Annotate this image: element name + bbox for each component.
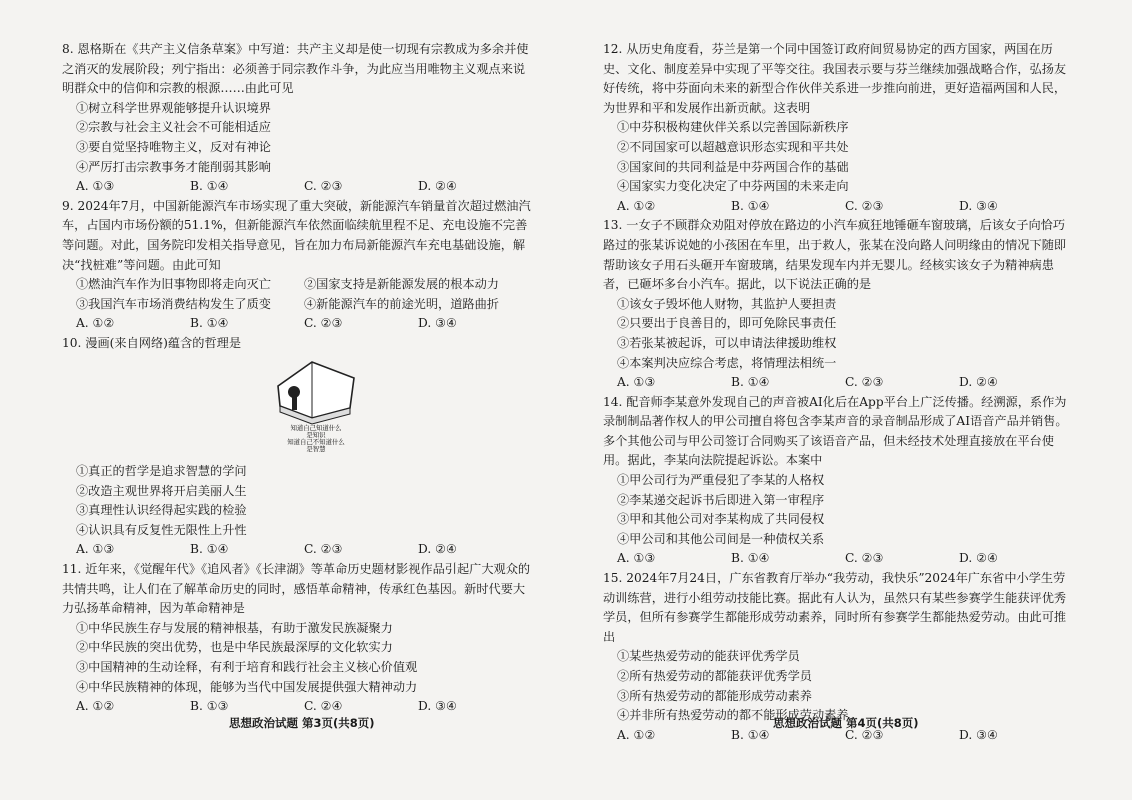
answer-choices bbox=[603, 549, 1073, 569]
choice-b: B. ①④ bbox=[731, 727, 770, 742]
option: ①中华民族生存与发展的精神根基，有助于激发民族凝聚力 bbox=[76, 620, 393, 635]
option: ③国家间的共同利益是中芬两国合作的基础 bbox=[617, 159, 849, 174]
question-stem: 8. 恩格斯在《共产主义信条草案》中写道：共产主义却是使一切现有宗教成为多余并使之消灭的发展阶段；列宁指出：必须善于同宗教作斗争，为此应当用唯物主义观点来说明群众中的信仰和宗教的根源……由此可见 bbox=[62, 42, 529, 96]
option: ②中华民族的突出优势，也是中华民族最深厚的文化软实力 bbox=[76, 640, 393, 655]
cartoon-caption: 是智慧 bbox=[306, 444, 326, 452]
option: ①真正的哲学是追求智慧的学问 bbox=[76, 464, 247, 479]
option: ④甲公司和其他公司间是一种债权关系 bbox=[617, 531, 825, 546]
option: ④国家实力变化决定了中芬两国的未来走向 bbox=[617, 179, 849, 194]
left-page bbox=[62, 40, 532, 717]
option: ①甲公司行为严重侵犯了李某的人格权 bbox=[617, 473, 825, 488]
option: ④严厉打击宗教事务才能削弱其影响 bbox=[76, 159, 271, 174]
choice-c: C. ②③ bbox=[304, 316, 343, 331]
cartoon-caption: 知道自己不知道什么 bbox=[287, 437, 345, 446]
question-13 bbox=[603, 216, 1073, 392]
choice-d: D. ③④ bbox=[959, 198, 998, 213]
answer-choices bbox=[603, 197, 1073, 217]
question-12 bbox=[603, 40, 1073, 216]
option: ②不同国家可以超越意识形态实现和平共处 bbox=[617, 139, 849, 154]
choice-b: B. ①④ bbox=[190, 542, 229, 557]
choice-a: A. ①② bbox=[617, 198, 656, 213]
option: ③我国汽车市场消费结构发生了质变 bbox=[76, 296, 271, 311]
answer-choices bbox=[62, 540, 532, 560]
choice-a: A. ①② bbox=[76, 699, 115, 714]
choice-c: C. ②③ bbox=[845, 375, 884, 390]
option: ③要自觉坚持唯物主义，反对有神论 bbox=[76, 139, 271, 154]
question-stem: 12. 从历史角度看，芬兰是第一个同中国签订政府间贸易协定的西方国家，两国在历史、文化、制度差异中实现了平等交往。我国表示要与芬兰继续加强战略合作，弘扬友好传统，将中芬面向未来的新型合作伙伴关系进一步推向前进，更好造福两国和人民，为世界和平和发展作出新贡献。这表明 bbox=[603, 42, 1067, 115]
choice-d: D. ③④ bbox=[418, 699, 457, 714]
choice-d: D. ③④ bbox=[959, 727, 998, 742]
question-14 bbox=[603, 393, 1073, 569]
choice-b: B. ①④ bbox=[731, 375, 770, 390]
choice-c: C. ②③ bbox=[845, 727, 884, 742]
choice-d: D. ②④ bbox=[418, 542, 457, 557]
question-11 bbox=[62, 560, 532, 717]
question-9 bbox=[62, 197, 532, 334]
option: ④并非所有热爱劳动的都不能形成劳动素养 bbox=[617, 708, 849, 723]
choice-a: A. ①③ bbox=[617, 375, 656, 390]
choice-b: B. ①④ bbox=[731, 198, 770, 213]
choice-d: D. ②④ bbox=[959, 375, 998, 390]
right-page bbox=[603, 40, 1073, 745]
choice-a: A. ①③ bbox=[76, 542, 115, 557]
answer-choices bbox=[62, 177, 532, 197]
choice-c: C. ②③ bbox=[845, 551, 884, 566]
option: ①中芬积极构建伙伴关系以完善国际新秩序 bbox=[617, 120, 849, 135]
choice-d: D. ②④ bbox=[418, 179, 457, 194]
choice-d: D. ③④ bbox=[418, 316, 457, 331]
choice-c: C. ②③ bbox=[304, 542, 343, 557]
choice-c: C. ②③ bbox=[845, 198, 884, 213]
choice-b: B. ①④ bbox=[731, 551, 770, 566]
option: ④新能源汽车的前途光明，道路曲折 bbox=[304, 296, 499, 311]
option: ②国家支持是新能源发展的根本动力 bbox=[304, 277, 499, 292]
option: ②改造主观世界将开启美丽人生 bbox=[76, 483, 247, 498]
option: ②李某递交起诉书后即进入第一审程序 bbox=[617, 492, 825, 507]
choice-a: A. ①② bbox=[76, 316, 115, 331]
question-stem: 11. 近年来，《觉醒年代》《追风者》《长津湖》等革命历史题材影视作品引起广大观众的共情共鸣，让人们在了解革命历史的同时，感悟革命精神，传承红色基因。新时代要大力弘扬革命精神，因为革命精神是 bbox=[62, 562, 531, 616]
question-stem: 10. 漫画(来自网络)蕴含的哲理是 bbox=[62, 335, 242, 350]
option: ①燃油汽车作为旧事物即将走向灭亡 bbox=[76, 277, 271, 292]
question-stem: 9. 2024年7月，中国新能源汽车市场实现了重大突破，新能源汽车销量首次超过燃油汽车，占国内市场份额的51.1%，但新能源汽车依然面临续航里程不足、充电设施不完善等问题。对此，国务院印发相关指导意见，旨在加力布局新能源汽车充电基础设施，解决“找桩难”等问题。由此可知 bbox=[62, 198, 531, 272]
choice-b: B. ①③ bbox=[190, 699, 229, 714]
option: ④中华民族精神的体现，能够为当代中国发展提供强大精神动力 bbox=[76, 679, 418, 694]
question-stem: 14. 配音师李某意外发现自己的声音被AI化后在App平台上广泛传播。经溯源，系作为录制制品著作权人的甲公司擅自将包含李某声音的录音制品形成了AI语音产品并销售。多个其他公司与甲公司签订合同购买了该语音产品，但未经技术处理直接放在平台使用。据此，李某向法院提起诉讼。本案中 bbox=[603, 394, 1068, 468]
option: ③若张某被起诉，可以申请法律援助维权 bbox=[617, 335, 837, 350]
choice-a: A. ①② bbox=[617, 727, 656, 742]
cartoon-caption: 是知识 bbox=[306, 430, 326, 439]
choice-b: B. ①④ bbox=[190, 179, 229, 194]
question-8 bbox=[62, 40, 532, 197]
choice-a: A. ①③ bbox=[617, 551, 656, 566]
answer-choices bbox=[62, 697, 532, 717]
answer-choices bbox=[62, 314, 532, 334]
option: ③真理性认识经得起实践的检验 bbox=[76, 503, 247, 518]
option: ③甲和其他公司对李某构成了共同侵权 bbox=[617, 512, 825, 527]
option-row bbox=[62, 275, 532, 295]
option: ④本案判决应综合考虑，将情理法相统一 bbox=[617, 355, 837, 370]
option: ④认识具有反复性无限性上升性 bbox=[76, 522, 247, 537]
choice-a: A. ①③ bbox=[76, 179, 115, 194]
option: ①某些热爱劳动的能获评优秀学员 bbox=[617, 649, 800, 664]
option: ②只要出于良善目的，即可免除民事责任 bbox=[617, 316, 837, 331]
question-stem: 13. 一女子不顾群众劝阻对停放在路边的小汽车疯狂地锤砸车窗玻璃，后该女子向恰巧路过的张某诉说她的小孩困在车里，出于救人，张某在没向路人问明缘由的情况下随即帮助该女子用石头砸开车窗玻璃，结果发现车内并无婴儿。经核实该女子为精神病患者，已砸坏多台小汽车。据此，以下说法正确的是 bbox=[603, 218, 1067, 292]
choice-b: B. ①④ bbox=[190, 316, 229, 331]
page-footer-left: 思想政治试题 第3页(共8页) bbox=[229, 716, 375, 730]
choice-c: C. ②④ bbox=[304, 699, 343, 714]
choice-d: D. ②④ bbox=[959, 551, 998, 566]
answer-choices bbox=[603, 373, 1073, 393]
option: ①树立科学世界观能够提升认识境界 bbox=[76, 100, 271, 115]
cartoon-image bbox=[272, 356, 360, 452]
page-footer-right: 思想政治试题 第4页(共8页) bbox=[773, 716, 919, 730]
question-10 bbox=[62, 334, 532, 560]
option-row bbox=[62, 295, 532, 315]
question-stem: 15. 2024年7月24日，广东省教育厅举办“我劳动，我快乐”2024年广东省中小学生劳动训练营，进行小组劳动技能比赛。据此有人认为，虽然只有某些参赛学生能获评优秀学员，但所有参赛学生都能形成劳动素养，同时所有参赛学生都能热爱劳动。由此可推出 bbox=[603, 571, 1067, 644]
option: ①该女子毁坏他人财物，其监护人要担责 bbox=[617, 296, 837, 311]
option: ③中国精神的生动诠释，有利于培育和践行社会主义核心价值观 bbox=[76, 660, 418, 675]
option: ②所有热爱劳动的都能获评优秀学员 bbox=[617, 669, 812, 683]
option: ③所有热爱劳动的都能形成劳动素养 bbox=[617, 688, 812, 703]
cartoon-caption: 知道自己知道什么 bbox=[290, 423, 342, 432]
option: ②宗教与社会主义社会不可能相适应 bbox=[76, 120, 271, 135]
choice-c: C. ②③ bbox=[304, 179, 343, 194]
